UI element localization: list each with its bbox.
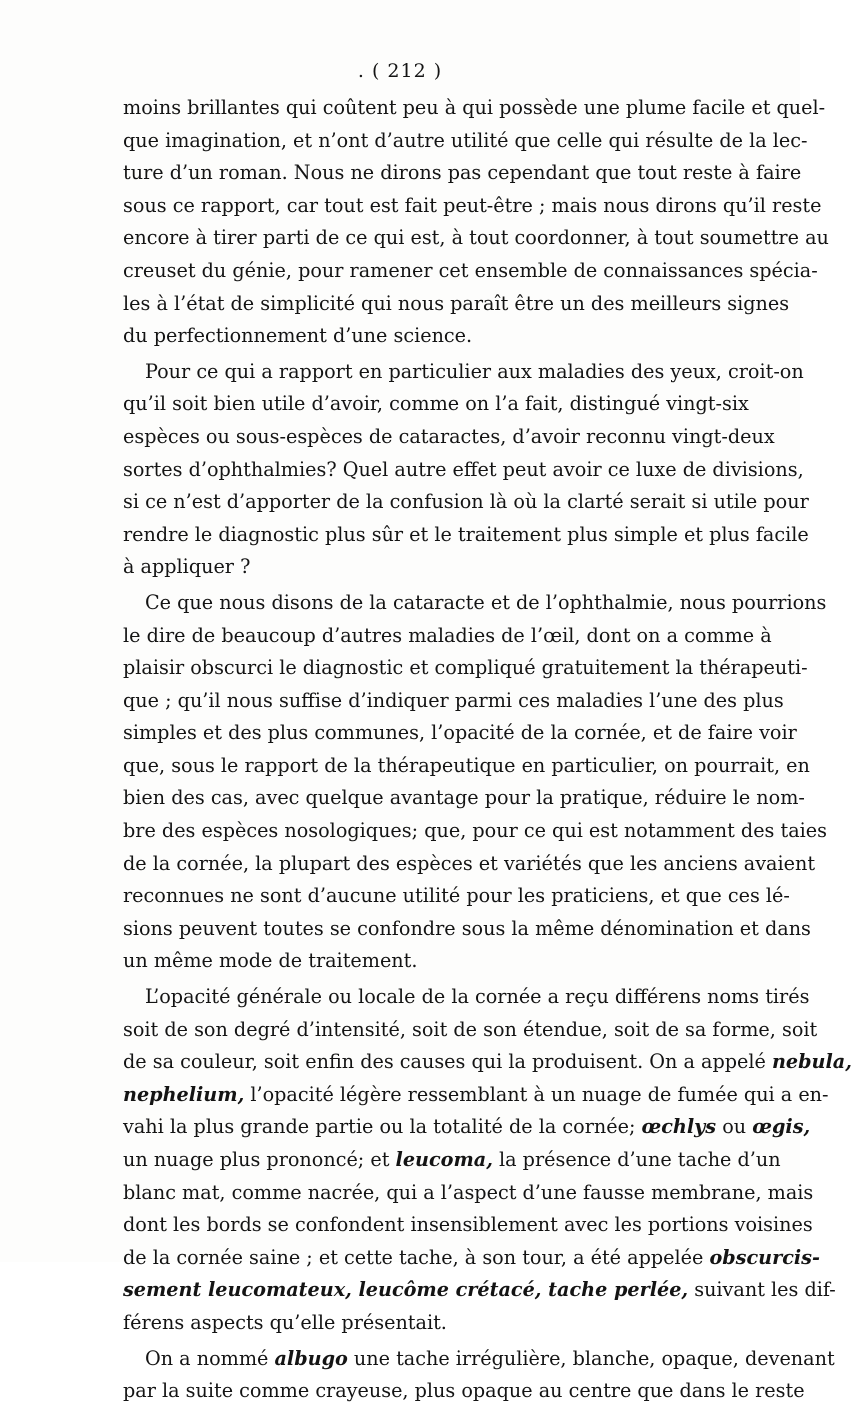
text-segment: l’opacité légère ressemblant à un nuage de fumée qui a en- — [250, 1082, 829, 1106]
text-segment: de la cornée saine ; et cette tache, à son tour, a été appelée — [123, 1245, 704, 1269]
text-line: qu’il soit bien utile d’avoir, comme on l’a fait, distingué vingt-six — [123, 392, 749, 416]
text-line: soit de son degré d’intensité, soit de son étendue, soit de sa forme, soit — [123, 1017, 818, 1041]
text-line: dont les bords se confondent insensiblement avec les portions voisines — [123, 1213, 813, 1237]
text-segment: une tache irrégulière, blanche, opaque, devenant — [353, 1346, 835, 1370]
text-line: sortes d’ophthalmies? Quel autre effet peut avoir ce luxe de divisions, — [123, 457, 804, 481]
text-line — [123, 1079, 829, 1112]
text-block — [123, 92, 852, 1408]
text-line: Pour ce qui a rapport en particulier aux maladies des yeux, croit-on — [145, 359, 804, 383]
text-line: sions peuvent toutes se confondre sous la même dénomination et dans — [123, 916, 811, 940]
latin-term: œchlys — [641, 1115, 717, 1139]
text-line: bre des espèces nosologiques; que, pour ce qui est notamment des taies — [123, 819, 827, 843]
text-segment: On a nommé — [145, 1346, 269, 1370]
text-line: que, sous le rapport de la thérapeutique en particulier, on pourrait, en — [123, 753, 810, 777]
text-line: plaisir obscurci le diagnostic et compliqué gratuitement la thérapeuti- — [123, 656, 808, 680]
latin-term: nebula, — [771, 1050, 852, 1074]
text-line: férens aspects qu’elle présentait. — [123, 1310, 447, 1334]
text-line: que imagination, et n’ont d’autre utilité que celle qui résulte de la lec- — [123, 128, 808, 152]
text-line — [123, 1242, 820, 1275]
paragraph-4 — [123, 981, 852, 1340]
text-line — [123, 1144, 781, 1177]
text-line: Ce que nous disons de la cataracte et de l’ophthalmie, nous pourrions — [145, 590, 827, 614]
latin-term: obscurcis- — [709, 1245, 820, 1269]
text-line: ture d’un roman. Nous ne dirons pas cependant que tout reste à faire — [123, 161, 802, 185]
paragraph-5 — [123, 1343, 835, 1408]
text-line — [123, 1046, 852, 1079]
latin-term: nephelium, — [123, 1082, 245, 1106]
text-line: L’opacité générale ou locale de la cornée a reçu différens noms tirés — [145, 985, 810, 1009]
text-segment: ou — [722, 1115, 747, 1139]
text-line — [123, 1274, 836, 1307]
text-line: le dire de beaucoup d’autres maladies de l’œil, dont on a comme à — [123, 623, 772, 647]
text-line: encore à tirer parti de ce qui est, à tout coordonner, à tout soumettre au — [123, 226, 829, 250]
text-line — [123, 1343, 835, 1376]
text-line: sous ce rapport, car tout est fait peut-être ; mais nous dirons qu’il reste — [123, 193, 822, 217]
text-segment: la présence d’une tache d’un — [499, 1148, 781, 1171]
text-line: blanc mat, comme nacrée, qui a l’aspect d’une fausse membrane, mais — [123, 1180, 814, 1204]
latin-term: sement leucomateux, leucôme crétacé, tache perlée, — [123, 1278, 689, 1302]
text-segment: vahi la plus grande partie ou la totalité de la cornée; — [123, 1115, 636, 1139]
text-line: de la cornée, la plupart des espèces et variétés que les anciens avaient — [123, 851, 816, 875]
text-line: moins brillantes qui coûtent peu à qui possède une plume facile et quel- — [123, 96, 826, 119]
text-line: creuset du génie, pour ramener cet ensemble de connaissances spécia- — [123, 258, 818, 282]
text-line: si ce n’est d’apporter de la confusion là où la clarté serait si utile pour — [123, 490, 809, 514]
latin-term: albugo — [274, 1346, 348, 1370]
text-segment: de sa couleur, soit enfin des causes qui la produisent. On a appelé — [123, 1050, 766, 1074]
text-line: rendre le diagnostic plus sûr et le traitement plus simple et plus facile — [123, 522, 809, 546]
text-segment: un nuage plus prononcé; et — [123, 1148, 390, 1171]
text-line: par la suite comme crayeuse, plus opaque au centre que dans le reste — [123, 1379, 805, 1403]
page-number: . ( 212 ) — [357, 60, 443, 82]
text-line: simples et des plus communes, l’opacité de la cornée, et de faire voir — [123, 721, 797, 745]
text-line: du perfectionnement d’une science. — [123, 324, 473, 348]
latin-term: leucoma, — [395, 1148, 493, 1171]
paragraph-2 — [123, 356, 809, 584]
text-line: un même mode de traitement. — [123, 949, 418, 973]
text-line — [123, 1111, 811, 1144]
text-line: les à l’état de simplicité qui nous paraît être un des meilleurs signes — [123, 291, 790, 315]
text-line: reconnues ne sont d’aucune utilité pour les praticiens, et que ces lé- — [123, 884, 790, 908]
text-segment: suivant les dif- — [694, 1278, 836, 1302]
paragraph-1 — [123, 92, 829, 353]
text-line: espèces ou sous-espèces de cataractes, d’avoir reconnu vingt-deux — [123, 424, 775, 448]
text-line: à appliquer ? — [123, 555, 251, 579]
latin-term: œgis, — [752, 1115, 811, 1139]
text-line: que ; qu’il nous suffise d’indiquer parmi ces maladies l’une des plus — [123, 688, 784, 712]
paragraph-3 — [123, 587, 827, 978]
text-line: bien des cas, avec quelque avantage pour la pratique, réduire le nom- — [123, 786, 805, 810]
